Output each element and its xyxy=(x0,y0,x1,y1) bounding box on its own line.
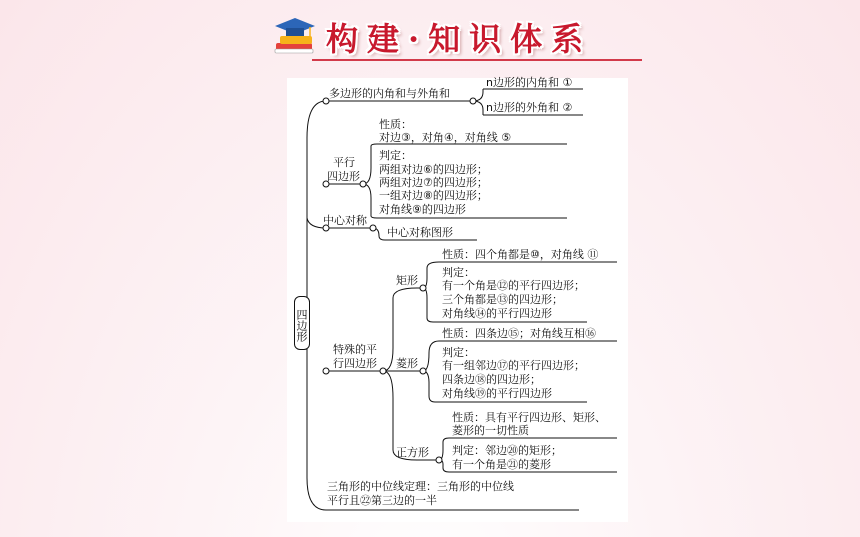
rectangle-property: 性质：四个角都是⑩，对角线 ⑪ xyxy=(442,248,599,261)
rhombus-judge-3: 对角线⑲的平行四边形 xyxy=(442,387,552,400)
parallelogram-judge-3: 一组对边⑧的四边形； xyxy=(379,189,488,202)
parallelogram-property: 对边③，对角④，对角线 ⑤ xyxy=(379,131,512,144)
rhombus-judge-1: 有一组邻边⑰的平行四边形； xyxy=(442,359,585,372)
rhombus-property: 性质：四条边⑮；对角线互相⑯ xyxy=(442,327,596,340)
rhombus-label: 菱形 xyxy=(396,357,418,370)
title-underline xyxy=(312,59,642,61)
square-judge-2: 有一个角是㉑的菱形 xyxy=(452,458,551,471)
rectangle-judge-title: 判定： xyxy=(442,266,475,279)
rectangle-judge-3: 对角线⑭的平行四边形 xyxy=(442,307,552,320)
rectangle-label: 矩形 xyxy=(396,274,418,287)
midline-theorem-1: 三角形的中位线定理：三角形的中位线 xyxy=(327,480,514,493)
branch-special-line2: 行四边形 xyxy=(333,357,377,370)
branch-parallelogram-line2: 四边形 xyxy=(327,170,360,183)
parallelogram-judge-title: 判定： xyxy=(379,149,412,162)
interior-angle-sum: n边形的内角和 ① xyxy=(486,76,573,89)
parallelogram-judge-4: 对角线⑨的四边形 xyxy=(379,203,466,216)
central-symmetry-item: 中心对称图形 xyxy=(387,226,453,239)
branch-polygon-angles: 多边形的内角和与外角和 xyxy=(329,87,450,100)
square-property-2: 菱形的一切性质 xyxy=(452,424,529,437)
root-node: 四边形 xyxy=(294,296,310,350)
header xyxy=(272,8,642,62)
rhombus-judge-title: 判定： xyxy=(442,346,475,359)
rectangle-judge-2: 三个角都是⑬的四边形； xyxy=(442,293,563,306)
branch-central-symmetry: 中心对称 xyxy=(323,214,367,227)
branch-parallelogram-line1: 平行 xyxy=(333,156,355,169)
rectangle-judge-1: 有一个角是⑫的平行四边形； xyxy=(442,279,585,292)
midline-theorem-2: 平行且㉒第三边的一半 xyxy=(327,494,437,507)
graduation-cap-book-icon xyxy=(272,16,318,60)
parallelogram-judge-2: 两组对边⑦的四边形； xyxy=(379,176,488,189)
square-label: 正方形 xyxy=(396,446,429,459)
page-title: 构建·知识体系 xyxy=(326,20,593,58)
parallelogram-property-title: 性质： xyxy=(379,118,412,131)
rhombus-judge-2: 四条边⑱的四边形； xyxy=(442,373,541,386)
branch-special-line1: 特殊的平 xyxy=(333,343,377,356)
knowledge-map xyxy=(287,78,628,522)
exterior-angle-sum: n边形的外角和 ② xyxy=(486,101,573,114)
parallelogram-judge-1: 两组对边⑥的四边形； xyxy=(379,163,488,176)
square-judge-1: 判定：邻边⑳的矩形； xyxy=(452,444,562,457)
square-property-1: 性质：具有平行四边形、矩形、 xyxy=(452,411,606,424)
